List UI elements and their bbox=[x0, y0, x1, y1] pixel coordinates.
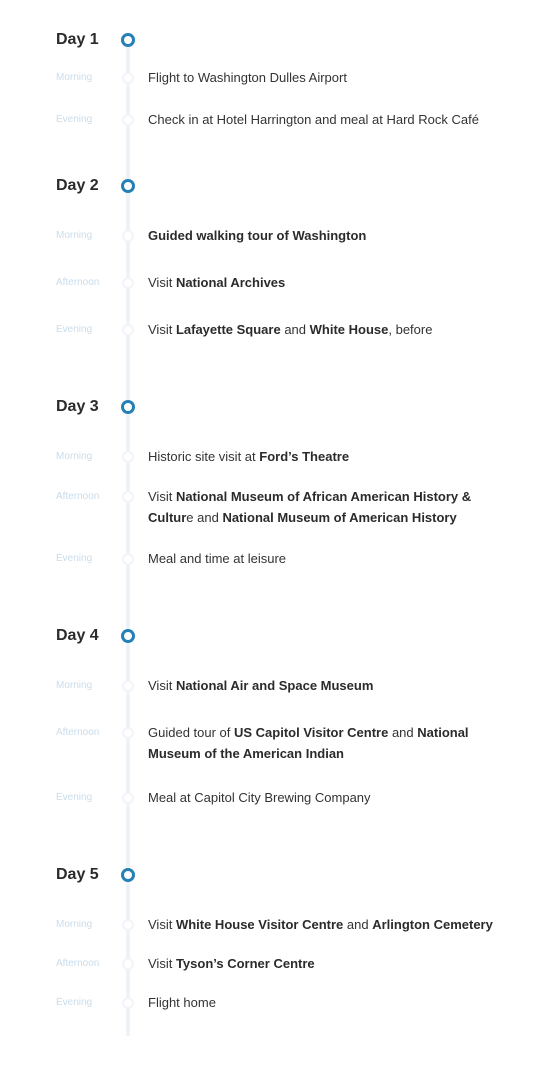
day-heading: Day 5 bbox=[56, 866, 99, 883]
day-heading: Day 1 bbox=[56, 31, 99, 48]
activity-highlight: US Capitol Visitor Centre bbox=[234, 725, 389, 740]
period-label: Afternoon bbox=[56, 727, 100, 738]
period-label: Morning bbox=[56, 680, 93, 691]
period-label: Morning bbox=[56, 230, 93, 241]
slot-marker-icon bbox=[122, 114, 134, 126]
slot-marker-icon bbox=[122, 680, 134, 692]
day-marker-icon bbox=[121, 33, 135, 47]
day-marker-icon bbox=[121, 179, 135, 193]
activity-fragment: Visit bbox=[148, 322, 176, 337]
activity-fragment: Meal at Capitol City Brewing Company bbox=[148, 790, 371, 805]
period-label: Evening bbox=[56, 114, 93, 125]
slot-marker-icon bbox=[122, 491, 134, 503]
activity-highlight: White House bbox=[309, 322, 389, 337]
activity-highlight: National Air and Space Museum bbox=[175, 678, 374, 693]
activity-text bbox=[148, 225, 513, 246]
slot-marker-icon bbox=[122, 958, 134, 970]
day-heading: Day 2 bbox=[56, 177, 99, 194]
period-label: Evening bbox=[56, 553, 93, 564]
period-label: Evening bbox=[56, 792, 93, 803]
activity-fragment: Flight to Washington Dulles Airport bbox=[148, 70, 347, 85]
activity-text bbox=[148, 319, 513, 340]
slot-marker-icon bbox=[122, 324, 134, 336]
slot-marker-icon bbox=[122, 727, 134, 739]
activity-text bbox=[148, 109, 513, 130]
slot-marker-icon bbox=[122, 553, 134, 565]
day-marker-icon bbox=[121, 868, 135, 882]
activity-fragment: and bbox=[343, 917, 373, 932]
activity-text bbox=[148, 446, 513, 467]
period-label: Morning bbox=[56, 72, 93, 83]
day-heading: Day 3 bbox=[56, 398, 99, 415]
activity-fragment: Visit bbox=[148, 917, 176, 932]
activity-fragment: Visit bbox=[148, 678, 176, 693]
slot-marker-icon bbox=[122, 230, 134, 242]
activity-text bbox=[148, 787, 513, 808]
activity-highlight: Tyson’s Corner Centre bbox=[175, 956, 315, 971]
activity-text bbox=[148, 67, 513, 88]
activity-highlight: National Museum of the American Indian bbox=[148, 725, 469, 761]
slot-marker-icon bbox=[122, 277, 134, 289]
activity-fragment: Meal and time at leisure bbox=[148, 551, 287, 566]
activity-text bbox=[148, 548, 513, 569]
activity-text bbox=[148, 486, 513, 528]
activity-highlight: Guided walking tour of Washington bbox=[148, 228, 367, 243]
activity-text bbox=[148, 722, 513, 764]
activity-fragment: e and bbox=[186, 510, 223, 525]
activity-highlight: National Museum of American History bbox=[222, 510, 457, 525]
activity-fragment: and bbox=[280, 322, 310, 337]
activity-fragment: Visit bbox=[148, 489, 176, 504]
activity-fragment: Visit bbox=[148, 275, 176, 290]
period-label: Afternoon bbox=[56, 958, 100, 969]
activity-highlight: White House Visitor Centre bbox=[175, 917, 344, 932]
period-label: Morning bbox=[56, 451, 93, 462]
activity-highlight: Ford’s Theatre bbox=[259, 449, 350, 464]
day-marker-icon bbox=[121, 629, 135, 643]
day-heading: Day 4 bbox=[56, 627, 99, 644]
activity-fragment: , before bbox=[388, 322, 433, 337]
activity-highlight: National Museum of African American History & Cultur bbox=[148, 489, 472, 525]
period-label: Afternoon bbox=[56, 277, 100, 288]
period-label: Afternoon bbox=[56, 491, 100, 502]
activity-fragment: Visit bbox=[148, 956, 176, 971]
slot-marker-icon bbox=[122, 451, 134, 463]
period-label: Evening bbox=[56, 997, 93, 1008]
period-label: Evening bbox=[56, 324, 93, 335]
slot-marker-icon bbox=[122, 919, 134, 931]
slot-marker-icon bbox=[122, 792, 134, 804]
activity-fragment: Check in at Hotel Harrington and meal at Hard Rock Café bbox=[148, 112, 479, 127]
period-label: Morning bbox=[56, 919, 93, 930]
slot-marker-icon bbox=[122, 72, 134, 84]
activity-fragment: Flight home bbox=[148, 995, 216, 1010]
activity-highlight: Arlington Cemetery bbox=[372, 917, 493, 932]
slot-marker-icon bbox=[122, 997, 134, 1009]
activity-text bbox=[148, 953, 513, 974]
activity-highlight: Lafayette Square bbox=[175, 322, 281, 337]
activity-text bbox=[148, 914, 513, 935]
activity-text bbox=[148, 272, 513, 293]
activity-fragment: Historic site visit at bbox=[148, 449, 260, 464]
activity-fragment: Guided tour of bbox=[148, 725, 234, 740]
day-marker-icon bbox=[121, 400, 135, 414]
activity-highlight: National Archives bbox=[175, 275, 286, 290]
activity-text bbox=[148, 675, 513, 696]
activity-text bbox=[148, 992, 513, 1013]
activity-fragment: and bbox=[388, 725, 418, 740]
